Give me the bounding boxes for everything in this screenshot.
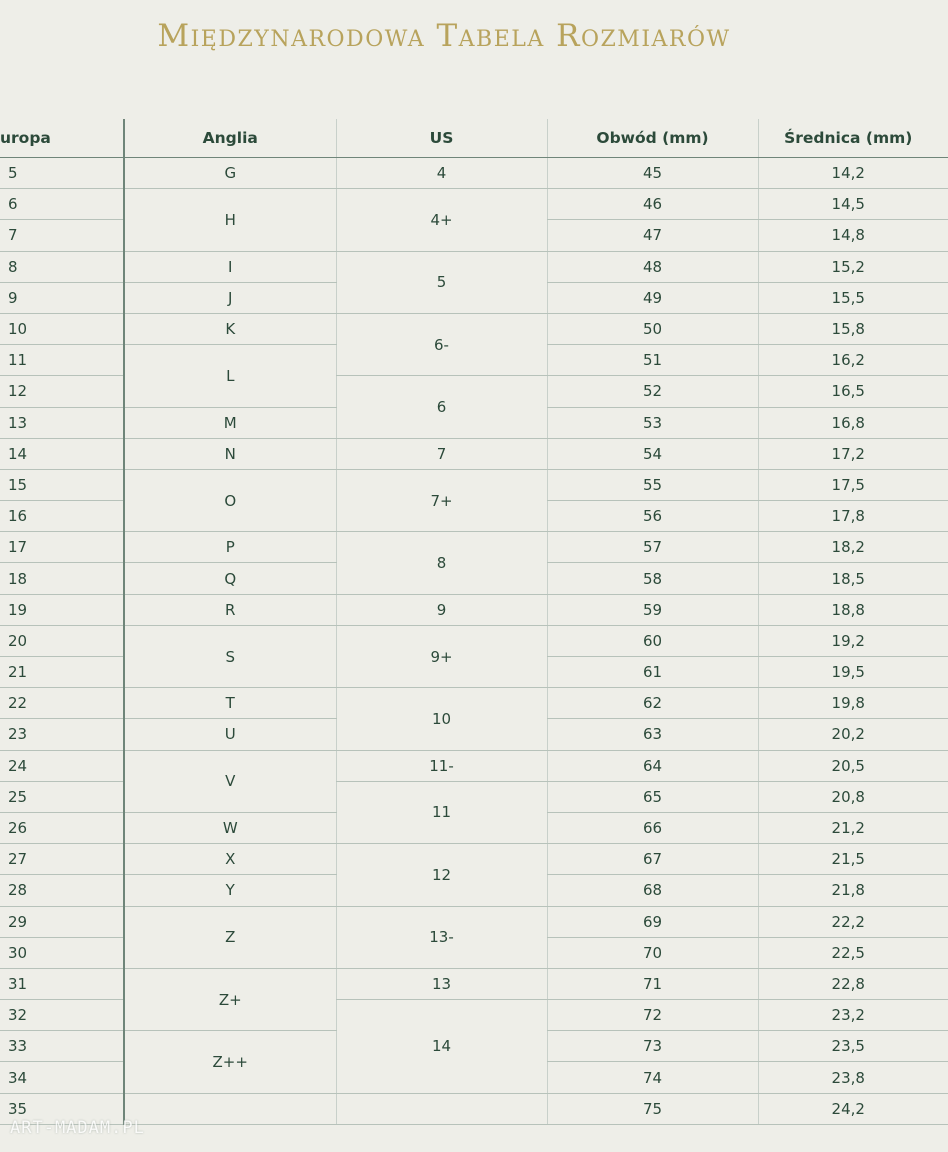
srednica-cell: 21,8	[758, 875, 948, 906]
obwod-cell: 61	[547, 657, 758, 688]
srednica-cell: 20,8	[758, 781, 948, 812]
europa-cell: 33	[0, 1031, 124, 1062]
europa-cell: 12	[0, 376, 124, 407]
size-table	[0, 119, 948, 1125]
obwod-cell: 56	[547, 501, 758, 532]
watermark: ART-MADAM.PL	[10, 1118, 145, 1138]
anglia-cell: Z	[124, 906, 336, 968]
europa-cell: 19	[0, 594, 124, 625]
header-srednica: Średnica (mm)	[758, 119, 948, 158]
srednica-cell: 16,8	[758, 407, 948, 438]
us-cell	[336, 1093, 547, 1124]
srednica-cell: 24,2	[758, 1093, 948, 1124]
table-row	[0, 625, 948, 656]
obwod-cell: 63	[547, 719, 758, 750]
anglia-cell: N	[124, 438, 336, 469]
us-cell: 14	[336, 1000, 547, 1094]
obwod-cell: 74	[547, 1062, 758, 1093]
anglia-cell: Z+	[124, 968, 336, 1030]
us-cell: 11-	[336, 750, 547, 781]
europa-cell: 15	[0, 469, 124, 500]
europa-cell: 6	[0, 189, 124, 220]
anglia-cell: Y	[124, 875, 336, 906]
europa-cell: 13	[0, 407, 124, 438]
srednica-cell: 22,2	[758, 906, 948, 937]
table-row	[0, 189, 948, 220]
us-cell: 8	[336, 532, 547, 594]
obwod-cell: 58	[547, 563, 758, 594]
srednica-cell: 18,2	[758, 532, 948, 563]
obwod-cell: 53	[547, 407, 758, 438]
europa-cell: 20	[0, 625, 124, 656]
srednica-cell: 17,5	[758, 469, 948, 500]
obwod-cell: 64	[547, 750, 758, 781]
table-row	[0, 438, 948, 469]
obwod-cell: 62	[547, 688, 758, 719]
anglia-cell: P	[124, 532, 336, 563]
us-cell: 9+	[336, 625, 547, 687]
srednica-cell: 16,5	[758, 376, 948, 407]
anglia-cell: X	[124, 844, 336, 875]
table-body	[0, 158, 948, 1125]
srednica-cell: 19,8	[758, 688, 948, 719]
europa-cell: 23	[0, 719, 124, 750]
obwod-cell: 57	[547, 532, 758, 563]
obwod-cell: 59	[547, 594, 758, 625]
europa-cell: 32	[0, 1000, 124, 1031]
us-cell: 13-	[336, 906, 547, 968]
europa-cell: 30	[0, 937, 124, 968]
anglia-cell: L	[124, 345, 336, 407]
us-cell: 13	[336, 968, 547, 999]
anglia-cell: H	[124, 189, 336, 251]
europa-cell: 9	[0, 282, 124, 313]
srednica-cell: 17,8	[758, 501, 948, 532]
europa-cell: 29	[0, 906, 124, 937]
srednica-cell: 15,5	[758, 282, 948, 313]
us-cell: 4+	[336, 189, 547, 251]
table-row	[0, 844, 948, 875]
europa-cell: 25	[0, 781, 124, 812]
srednica-cell: 14,2	[758, 158, 948, 189]
obwod-cell: 55	[547, 469, 758, 500]
europa-cell: 21	[0, 657, 124, 688]
us-cell: 5	[336, 251, 547, 313]
srednica-cell: 15,8	[758, 313, 948, 344]
obwod-cell: 72	[547, 1000, 758, 1031]
header-anglia: Anglia	[124, 119, 336, 158]
srednica-cell: 19,2	[758, 625, 948, 656]
anglia-cell: T	[124, 688, 336, 719]
anglia-cell: K	[124, 313, 336, 344]
table-row	[0, 688, 948, 719]
europa-cell: 16	[0, 501, 124, 532]
obwod-cell: 66	[547, 812, 758, 843]
obwod-cell: 75	[547, 1093, 758, 1124]
us-cell: 6	[336, 376, 547, 438]
srednica-cell: 19,5	[758, 657, 948, 688]
anglia-cell: R	[124, 594, 336, 625]
us-cell: 7	[336, 438, 547, 469]
srednica-cell: 18,8	[758, 594, 948, 625]
europa-cell: 5	[0, 158, 124, 189]
srednica-cell: 22,5	[758, 937, 948, 968]
us-cell: 6-	[336, 313, 547, 375]
europa-cell: 26	[0, 812, 124, 843]
europa-cell: 34	[0, 1062, 124, 1093]
anglia-cell: W	[124, 812, 336, 843]
header-europa: uropa	[0, 119, 124, 158]
anglia-cell: I	[124, 251, 336, 282]
obwod-cell: 73	[547, 1031, 758, 1062]
table-row	[0, 968, 948, 999]
obwod-cell: 54	[547, 438, 758, 469]
table-row	[0, 469, 948, 500]
obwod-cell: 52	[547, 376, 758, 407]
obwod-cell: 48	[547, 251, 758, 282]
srednica-cell: 21,2	[758, 812, 948, 843]
table-row	[0, 158, 948, 189]
europa-cell: 28	[0, 875, 124, 906]
us-cell: 4	[336, 158, 547, 189]
obwod-cell: 69	[547, 906, 758, 937]
obwod-cell: 47	[547, 220, 758, 251]
anglia-cell: M	[124, 407, 336, 438]
srednica-cell: 20,2	[758, 719, 948, 750]
us-cell: 10	[336, 688, 547, 750]
europa-cell: 10	[0, 313, 124, 344]
srednica-cell: 18,5	[758, 563, 948, 594]
obwod-cell: 68	[547, 875, 758, 906]
obwod-cell: 46	[547, 189, 758, 220]
europa-cell: 22	[0, 688, 124, 719]
srednica-cell: 23,8	[758, 1062, 948, 1093]
obwod-cell: 60	[547, 625, 758, 656]
srednica-cell: 21,5	[758, 844, 948, 875]
srednica-cell: 23,5	[758, 1031, 948, 1062]
us-cell: 12	[336, 844, 547, 906]
header-obwod: Obwód (mm)	[547, 119, 758, 158]
table-row	[0, 532, 948, 563]
anglia-cell: J	[124, 282, 336, 313]
europa-cell: 14	[0, 438, 124, 469]
anglia-cell: V	[124, 750, 336, 812]
anglia-cell: S	[124, 625, 336, 687]
us-cell: 9	[336, 594, 547, 625]
obwod-cell: 49	[547, 282, 758, 313]
srednica-cell: 15,2	[758, 251, 948, 282]
europa-cell: 35	[0, 1093, 124, 1124]
europa-cell: 8	[0, 251, 124, 282]
srednica-cell: 23,2	[758, 1000, 948, 1031]
srednica-cell: 22,8	[758, 968, 948, 999]
srednica-cell: 20,5	[758, 750, 948, 781]
obwod-cell: 50	[547, 313, 758, 344]
srednica-cell: 17,2	[758, 438, 948, 469]
obwod-cell: 71	[547, 968, 758, 999]
obwod-cell: 45	[547, 158, 758, 189]
obwod-cell: 70	[547, 937, 758, 968]
europa-cell: 24	[0, 750, 124, 781]
anglia-cell	[124, 1093, 336, 1124]
europa-cell: 18	[0, 563, 124, 594]
table-row	[0, 313, 948, 344]
srednica-cell: 16,2	[758, 345, 948, 376]
us-cell: 7+	[336, 469, 547, 531]
europa-cell: 11	[0, 345, 124, 376]
obwod-cell: 67	[547, 844, 758, 875]
europa-cell: 31	[0, 968, 124, 999]
us-cell: 11	[336, 781, 547, 843]
srednica-cell: 14,5	[758, 189, 948, 220]
europa-cell: 7	[0, 220, 124, 251]
header-row	[0, 119, 948, 158]
obwod-cell: 51	[547, 345, 758, 376]
table-row	[0, 594, 948, 625]
table-row	[0, 251, 948, 282]
table-row	[0, 906, 948, 937]
header-us: US	[336, 119, 547, 158]
table-row	[0, 750, 948, 781]
anglia-cell: U	[124, 719, 336, 750]
europa-cell: 17	[0, 532, 124, 563]
anglia-cell: Q	[124, 563, 336, 594]
obwod-cell: 65	[547, 781, 758, 812]
europa-cell: 27	[0, 844, 124, 875]
srednica-cell: 14,8	[758, 220, 948, 251]
anglia-cell: G	[124, 158, 336, 189]
anglia-cell: Z++	[124, 1031, 336, 1093]
anglia-cell: O	[124, 469, 336, 531]
page-title: Międzynarodowa Tabela Rozmiarów	[157, 18, 731, 54]
